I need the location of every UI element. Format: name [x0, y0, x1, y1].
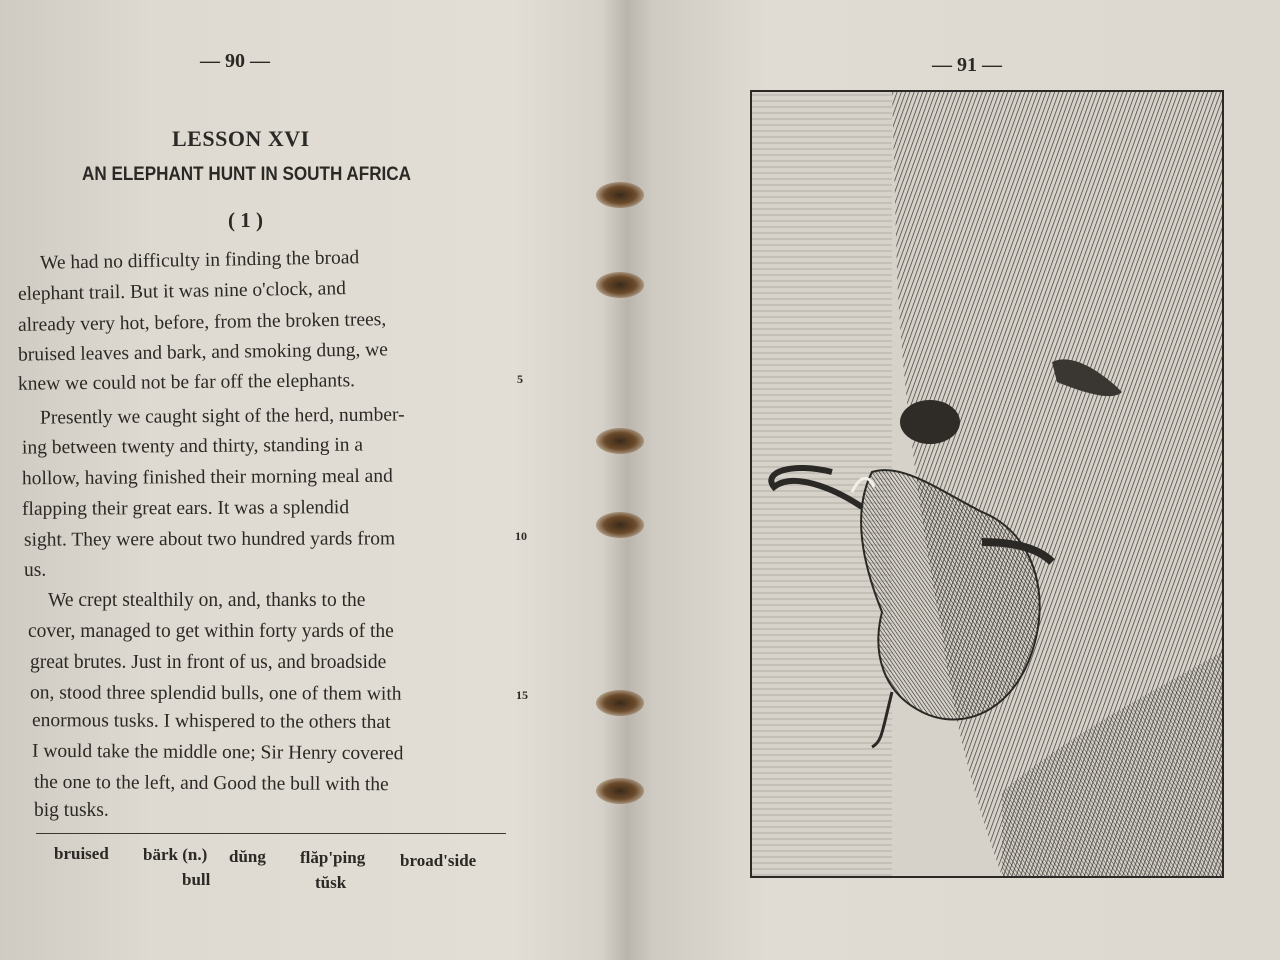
text-line: great brutes. Just in front of us, and broadside [30, 652, 387, 673]
text-line: us. [24, 560, 47, 581]
text-line: We had no difficulty in finding the broad [39, 247, 360, 274]
text-line: ing between twenty and thirty, standing in a [21, 434, 364, 459]
vocab-word: bull [182, 870, 211, 889]
vocab-word: bruised [54, 844, 109, 863]
text-line: big tusks. [34, 800, 109, 821]
text-line: flapping their great ears. It was a splendid [21, 497, 350, 520]
text-line: bruised leaves and bark, and smoking dung, we [17, 339, 388, 366]
right-page [640, 0, 1280, 960]
text-line: on, stood three splendid bulls, one of them with [29, 682, 402, 705]
line-number: 10 [515, 529, 527, 543]
left-page [0, 0, 600, 960]
binding-hole [596, 182, 644, 208]
text-line: hollow, having finished their morning meal and [21, 465, 393, 490]
text-line: I would take the middle one; Sir Henry covered [31, 740, 404, 765]
elephant-illustration-icon [752, 92, 1222, 876]
text-line: already very hot, before, from the broken trees, [17, 309, 387, 336]
vocab-word: tŭsk [315, 873, 347, 892]
text-line: enormous tusks. I whispered to the others that [31, 710, 391, 733]
elephant-engraving [750, 90, 1224, 878]
page-number-right: — 91 — [932, 54, 1002, 76]
vocab-word: broad'side [400, 851, 477, 870]
binding-hole [596, 272, 644, 298]
vocab-word: flăp'ping [300, 848, 366, 867]
vocab-word: dŭng [229, 847, 266, 866]
binding-hole [596, 778, 644, 804]
text-line: knew we could not be far off the elephants. [17, 370, 356, 395]
text-line: Presently we caught sight of the herd, number- [39, 404, 405, 429]
vocab-word: bärk (n.) [143, 845, 208, 864]
lesson-subtitle: AN ELEPHANT HUNT IN SOUTH AFRICA [82, 164, 412, 185]
text-line: cover, managed to get within forty yards of the [28, 621, 394, 642]
binding-hole [596, 512, 644, 538]
text-line: elephant trail. But it was nine o'clock, and [17, 278, 347, 305]
binding-hole [596, 690, 644, 716]
footnote-rule [36, 833, 506, 834]
lesson-title: LESSON XVI [172, 126, 310, 151]
text-line: sight. They were about two hundred yards from [23, 528, 396, 551]
binding-hole [596, 428, 644, 454]
text-line: the one to the left, and Good the bull with the [33, 771, 389, 796]
section-number: ( 1 ) [228, 208, 263, 232]
page-number-left: — 90 — [200, 50, 270, 72]
line-number: 15 [516, 688, 528, 702]
line-number: 5 [517, 372, 523, 386]
text-line: We crept stealthily on, and, thanks to the [48, 590, 366, 611]
